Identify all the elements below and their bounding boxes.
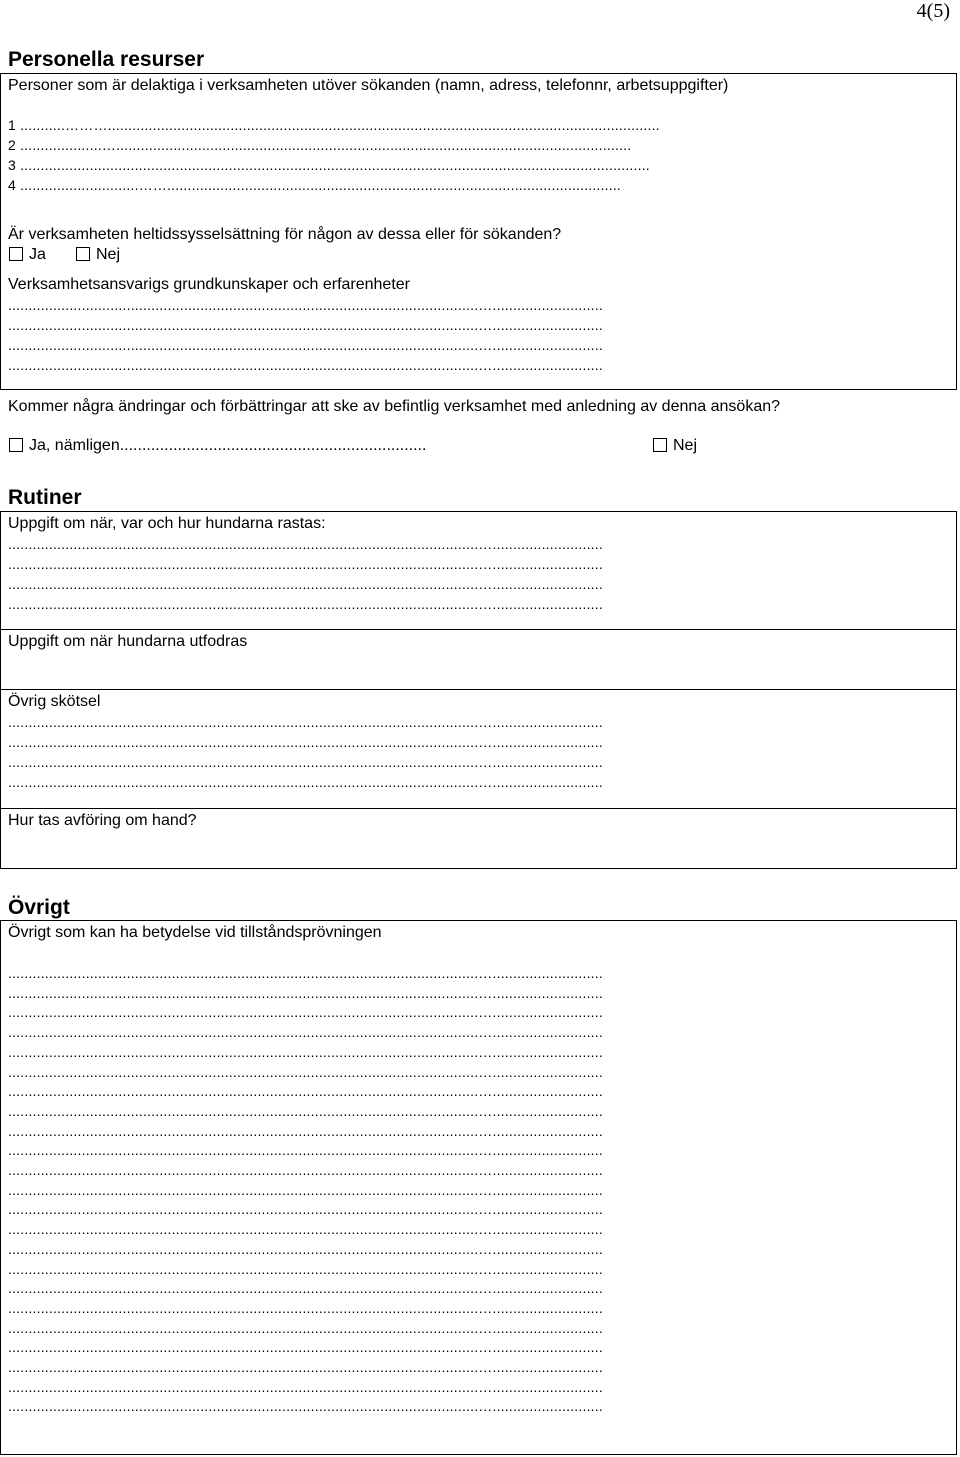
divider <box>0 689 957 691</box>
ja-namligen-label: Ja, nämligen..................................................................... <box>29 437 427 454</box>
rastas-label: Uppgift om när, var och hur hundarna rastas: <box>8 515 326 532</box>
other-line-9[interactable]: ...................................................................................................................…........................... <box>8 1122 603 1139</box>
page-number: 4(5) <box>916 0 950 22</box>
other-line-21[interactable]: ...................................................................................................................…........................... <box>8 1359 603 1375</box>
other-line-17[interactable]: ...................................................................................................................…........................... <box>8 1280 603 1297</box>
personnel-line-2[interactable]: 2 ....................….............................................................................................................................. <box>8 137 632 153</box>
other-line-1[interactable]: ...................................................................................................................…........................... <box>8 965 603 981</box>
personnel-line-4[interactable]: 4 .............................……............................................................................................................... <box>8 177 622 193</box>
other-line-2[interactable]: ...................................................................................................................…........................... <box>8 984 603 1001</box>
skotsel-label: Övrig skötsel <box>8 693 101 710</box>
fulltime-ja-option[interactable] <box>9 245 46 264</box>
other-line-7[interactable]: ...................................................................................................................…........................... <box>8 1083 603 1100</box>
section-heading-ovrigt: Övrigt <box>8 896 70 919</box>
other-line-22[interactable]: ...................................................................................................................…........................... <box>8 1378 603 1395</box>
other-line-5[interactable]: ...................................................................................................................…........................... <box>8 1043 603 1060</box>
divider <box>0 629 957 631</box>
other-line-19[interactable]: ...................................................................................................................…........................... <box>8 1319 603 1336</box>
personnel-line-1[interactable]: 1 ...........………....................................................................................................................................... <box>8 117 660 133</box>
other-line-3[interactable]: ...................................................................................................................…........................... <box>8 1004 603 1021</box>
other-line-12[interactable]: ...................................................................................................................…........................... <box>8 1181 603 1198</box>
other-line-23[interactable]: ...................................................................................................................…........................... <box>8 1398 603 1415</box>
avforing-label: Hur tas avföring om hand? <box>8 812 197 829</box>
section-heading-rutiner: Rutiner <box>8 486 82 509</box>
skotsel-line-4[interactable]: ...................................................................................................................…........................... <box>8 774 603 790</box>
skotsel-line-2[interactable]: ...................................................................................................................…........................... <box>8 734 603 750</box>
divider <box>0 808 957 810</box>
fulltime-nej-option[interactable] <box>76 245 120 264</box>
other-line-18[interactable]: ...................................................................................................................…........................... <box>8 1299 603 1316</box>
rastas-line-1[interactable]: ...................................................................................................................…........................... <box>8 536 603 552</box>
nej-label: Nej <box>673 437 698 454</box>
skotsel-line-1[interactable]: ...................................................................................................................…........................... <box>8 714 603 730</box>
checkbox-icon[interactable] <box>653 438 667 452</box>
skills-line-1[interactable]: ...................................................................................................................…........................... <box>8 297 603 313</box>
other-line-6[interactable]: ...................................................................................................................…........................... <box>8 1063 603 1080</box>
section-heading-personella-resurser: Personella resurser <box>8 48 205 71</box>
skotsel-line-3[interactable]: ...................................................................................................................…........................... <box>8 754 603 770</box>
other-line-13[interactable]: ...................................................................................................................…........................... <box>8 1201 603 1218</box>
changes-question: Kommer några ändringar och förbättringar att ske av befintlig verksamhet med anledning av denna ansökan? <box>8 398 781 415</box>
personnel-intro: Personer som är delaktiga i verksamheten utöver sökanden (namn, adress, telefonnr, arbetsuppgifter) <box>8 77 729 94</box>
skills-line-2[interactable]: ...................................................................................................................…........................... <box>8 317 603 333</box>
checkbox-icon[interactable] <box>9 247 23 261</box>
rastas-line-3[interactable]: ...................................................................................................................…........................... <box>8 576 603 592</box>
other-line-8[interactable]: ...................................................................................................................…........................... <box>8 1102 603 1119</box>
skills-line-4[interactable]: ...................................................................................................................…........................... <box>8 357 603 373</box>
utfodras-label: Uppgift om när hundarna utfodras <box>8 633 248 650</box>
rastas-line-4[interactable]: ...................................................................................................................…........................... <box>8 596 603 612</box>
other-line-20[interactable]: ...................................................................................................................…........................... <box>8 1339 603 1356</box>
ja-label: Ja <box>29 246 46 263</box>
other-line-14[interactable]: ...................................................................................................................…........................... <box>8 1221 603 1238</box>
changes-ja-option[interactable] <box>9 436 426 455</box>
nej-label: Nej <box>96 246 121 263</box>
changes-nej-option[interactable] <box>653 436 697 455</box>
other-line-16[interactable]: ...................................................................................................................…........................... <box>8 1260 603 1277</box>
personnel-line-3[interactable]: 3 .......................................................................................................................................................... <box>8 157 650 173</box>
checkbox-icon[interactable] <box>76 247 90 261</box>
skills-label: Verksamhetsansvarigs grundkunskaper och erfarenheter <box>8 276 410 293</box>
other-line-11[interactable]: ...................................................................................................................…........................... <box>8 1162 603 1178</box>
other-line-15[interactable]: ...................................................................................................................…........................... <box>8 1240 603 1257</box>
other-line-10[interactable]: ...................................................................................................................…........................... <box>8 1142 603 1159</box>
other-label: Övrigt som kan ha betydelse vid tillståndsprövningen <box>8 924 382 941</box>
rastas-line-2[interactable]: ...................................................................................................................…........................... <box>8 556 603 572</box>
skills-line-3[interactable]: ...................................................................................................................…........................... <box>8 337 603 353</box>
fulltime-question: Är verksamheten heltidssysselsättning för någon av dessa eller för sökanden? <box>8 226 562 243</box>
other-line-4[interactable]: ...................................................................................................................…........................... <box>8 1024 603 1041</box>
checkbox-icon[interactable] <box>9 438 23 452</box>
